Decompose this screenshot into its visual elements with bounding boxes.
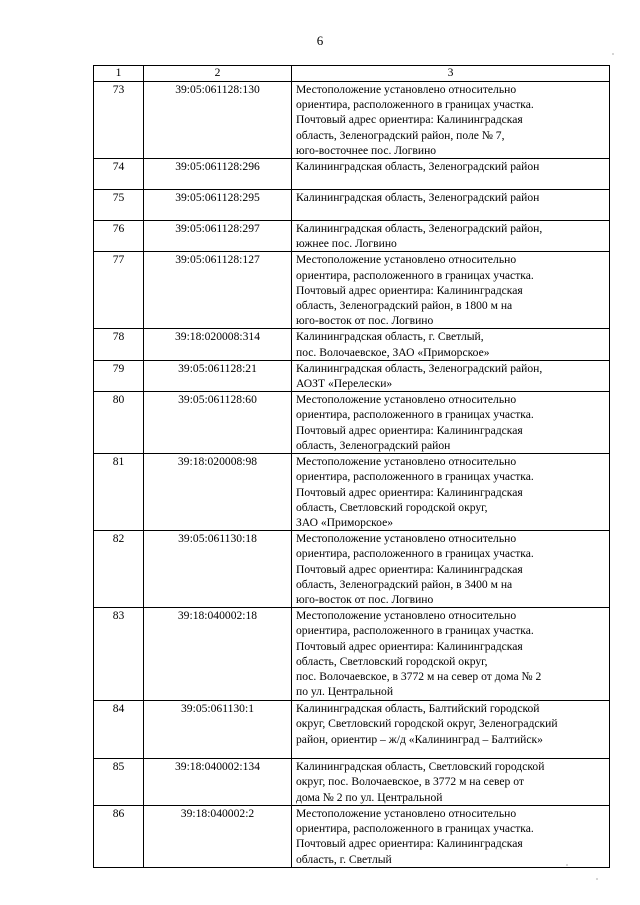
- location-line: округ, пос. Волочаевское, в 3772 м на север от: [296, 775, 524, 789]
- location-line: Калининградская область, Зеленоградский район,: [296, 361, 543, 375]
- row-number-cell: 76: [94, 221, 144, 252]
- location-cell: [292, 454, 610, 531]
- table-row: [94, 701, 610, 759]
- cadastral-number-cell: 39:05:061128:296: [144, 159, 292, 190]
- location-cell: [292, 329, 610, 360]
- row-number-cell: 74: [94, 159, 144, 190]
- location-line: область, Зеленоградский район, в 3400 м на: [296, 577, 513, 591]
- location-line: ориентира, расположенного в границах участка.: [296, 98, 534, 112]
- cadastral-number-cell: 39:05:061128:130: [144, 82, 292, 159]
- location-line: область, Светловский городской округ,: [296, 654, 488, 668]
- cadastral-number-cell: 39:18:040002:2: [144, 805, 292, 867]
- location-line: Местоположение установлено относительно: [296, 609, 517, 623]
- location-cell: [292, 701, 610, 759]
- table-row: [94, 454, 610, 531]
- location-cell: [292, 759, 610, 806]
- row-number-cell: 82: [94, 531, 144, 608]
- location-line: Почтовый адрес ориентира: Калининградская: [296, 639, 523, 653]
- location-line: округ, Светловский городской округ, Зеленоградский: [296, 717, 558, 731]
- location-cell: [292, 531, 610, 608]
- cadastral-number-cell: 39:18:040002:134: [144, 759, 292, 806]
- cadastral-number-cell: 39:05:061128:60: [144, 392, 292, 454]
- land-plots-table: [93, 65, 610, 868]
- location-line: Калининградская область, Балтийский городской: [296, 702, 540, 716]
- location-line: Калининградская область, Зеленоградский район,: [296, 222, 543, 236]
- cadastral-number-cell: 39:18:020008:314: [144, 329, 292, 360]
- table-row: [94, 252, 610, 329]
- location-cell: [292, 805, 610, 867]
- table-row: [94, 82, 610, 159]
- location-line: Почтовый адрес ориентира: Калининградская: [296, 113, 523, 127]
- table-row: [94, 805, 610, 867]
- table-row: [94, 221, 610, 252]
- location-line: по ул. Центральной: [296, 685, 394, 699]
- row-number-cell: 85: [94, 759, 144, 806]
- location-line: дома № 2 по ул. Центральной: [296, 790, 443, 804]
- cadastral-number-cell: 39:05:061128:21: [144, 360, 292, 391]
- scan-speck: [596, 878, 598, 880]
- cadastral-number-cell: 39:18:040002:18: [144, 608, 292, 701]
- location-cell: [292, 159, 610, 190]
- location-line: Местоположение установлено относительно: [296, 253, 517, 267]
- table-header-row: [94, 66, 610, 82]
- location-line: область, г. Светлый: [296, 852, 392, 866]
- header-cell-cadastral: 2: [144, 66, 292, 82]
- table-row: [94, 360, 610, 391]
- row-number-cell: 80: [94, 392, 144, 454]
- location-line: ориентира, расположенного в границах участка.: [296, 470, 534, 484]
- location-line: Местоположение установлено относительно: [296, 393, 517, 407]
- location-line: ориентира, расположенного в границах участка.: [296, 268, 534, 282]
- table-row: [94, 159, 610, 190]
- cadastral-number-cell: 39:05:061130:18: [144, 531, 292, 608]
- location-line: ориентира, расположенного в границах участка.: [296, 547, 534, 561]
- location-line: район, ориентир – ж/д «Калининград – Балтийск»: [296, 732, 543, 746]
- location-line: Почтовый адрес ориентира: Калининградская: [296, 485, 523, 499]
- scan-speck: [566, 864, 568, 866]
- page-number: 6: [316, 33, 324, 48]
- location-line: ориентира, расположенного в границах участка.: [296, 408, 534, 422]
- table-row: [94, 329, 610, 360]
- cadastral-number-cell: 39:05:061128:295: [144, 190, 292, 221]
- location-line: область, Зеленоградский район, в 1800 м на: [296, 299, 513, 313]
- location-cell: [292, 190, 610, 221]
- row-number-cell: 78: [94, 329, 144, 360]
- location-line: Калининградская область, Зеленоградский район: [296, 191, 540, 205]
- location-line: Почтовый адрес ориентира: Калининградская: [296, 423, 523, 437]
- row-number-cell: 83: [94, 608, 144, 701]
- table-body: [94, 66, 610, 868]
- location-line: Калининградская область, г. Светлый,: [296, 330, 484, 344]
- table-row: [94, 759, 610, 806]
- scan-speck: [612, 53, 614, 55]
- location-cell: [292, 221, 610, 252]
- table-row: [94, 531, 610, 608]
- location-line: Почтовый адрес ориентира: Калининградская: [296, 837, 523, 851]
- table-row: [94, 608, 610, 701]
- location-cell: [292, 360, 610, 391]
- cadastral-number-cell: 39:05:061130:1: [144, 701, 292, 759]
- header-cell-location: 3: [292, 66, 610, 82]
- location-cell: [292, 82, 610, 159]
- location-line: пос. Волочаевское, в 3772 м на север от дома № 2: [296, 670, 542, 684]
- row-number-cell: 79: [94, 360, 144, 391]
- location-line: Местоположение установлено относительно: [296, 806, 517, 820]
- location-line: южнее пос. Логвино: [296, 237, 397, 251]
- location-cell: [292, 608, 610, 701]
- location-line: Местоположение установлено относительно: [296, 455, 517, 469]
- location-line: Почтовый адрес ориентира: Калининградская: [296, 562, 523, 576]
- location-line: АОЗТ «Перелески»: [296, 377, 393, 391]
- location-line: Почтовый адрес ориентира: Калининградская: [296, 283, 523, 297]
- location-line: ЗАО «Приморское»: [296, 516, 394, 530]
- location-line: область, Зеленоградский район, поле № 7,: [296, 128, 505, 142]
- cadastral-number-cell: 39:05:061128:127: [144, 252, 292, 329]
- header-cell-number: 1: [94, 66, 144, 82]
- location-line: юго-восточнее пос. Логвино: [296, 143, 437, 157]
- location-line: Калининградская область, Зеленоградский район: [296, 160, 540, 174]
- row-number-cell: 81: [94, 454, 144, 531]
- location-line: ориентира, расположенного в границах участка.: [296, 624, 534, 638]
- cadastral-number-cell: 39:05:061128:297: [144, 221, 292, 252]
- table-row: [94, 392, 610, 454]
- location-line: ориентира, расположенного в границах участка.: [296, 822, 534, 836]
- location-line: юго-восток от пос. Логвино: [296, 593, 434, 607]
- location-line: область, Светловский городской округ,: [296, 500, 488, 514]
- location-line: Калининградская область, Светловский городской: [296, 760, 545, 774]
- location-line: пос. Волочаевское, ЗАО «Приморское»: [296, 345, 490, 359]
- location-line: юго-восток от пос. Логвино: [296, 314, 434, 328]
- location-line: Местоположение установлено относительно: [296, 532, 517, 546]
- row-number-cell: 75: [94, 190, 144, 221]
- row-number-cell: 84: [94, 701, 144, 759]
- cadastral-number-cell: 39:18:020008:98: [144, 454, 292, 531]
- location-cell: [292, 252, 610, 329]
- row-number-cell: 73: [94, 82, 144, 159]
- location-line: область, Зеленоградский район: [296, 438, 451, 452]
- row-number-cell: 86: [94, 805, 144, 867]
- location-line: Местоположение установлено относительно: [296, 83, 517, 96]
- table-row: [94, 190, 610, 221]
- row-number-cell: 77: [94, 252, 144, 329]
- location-cell: [292, 392, 610, 454]
